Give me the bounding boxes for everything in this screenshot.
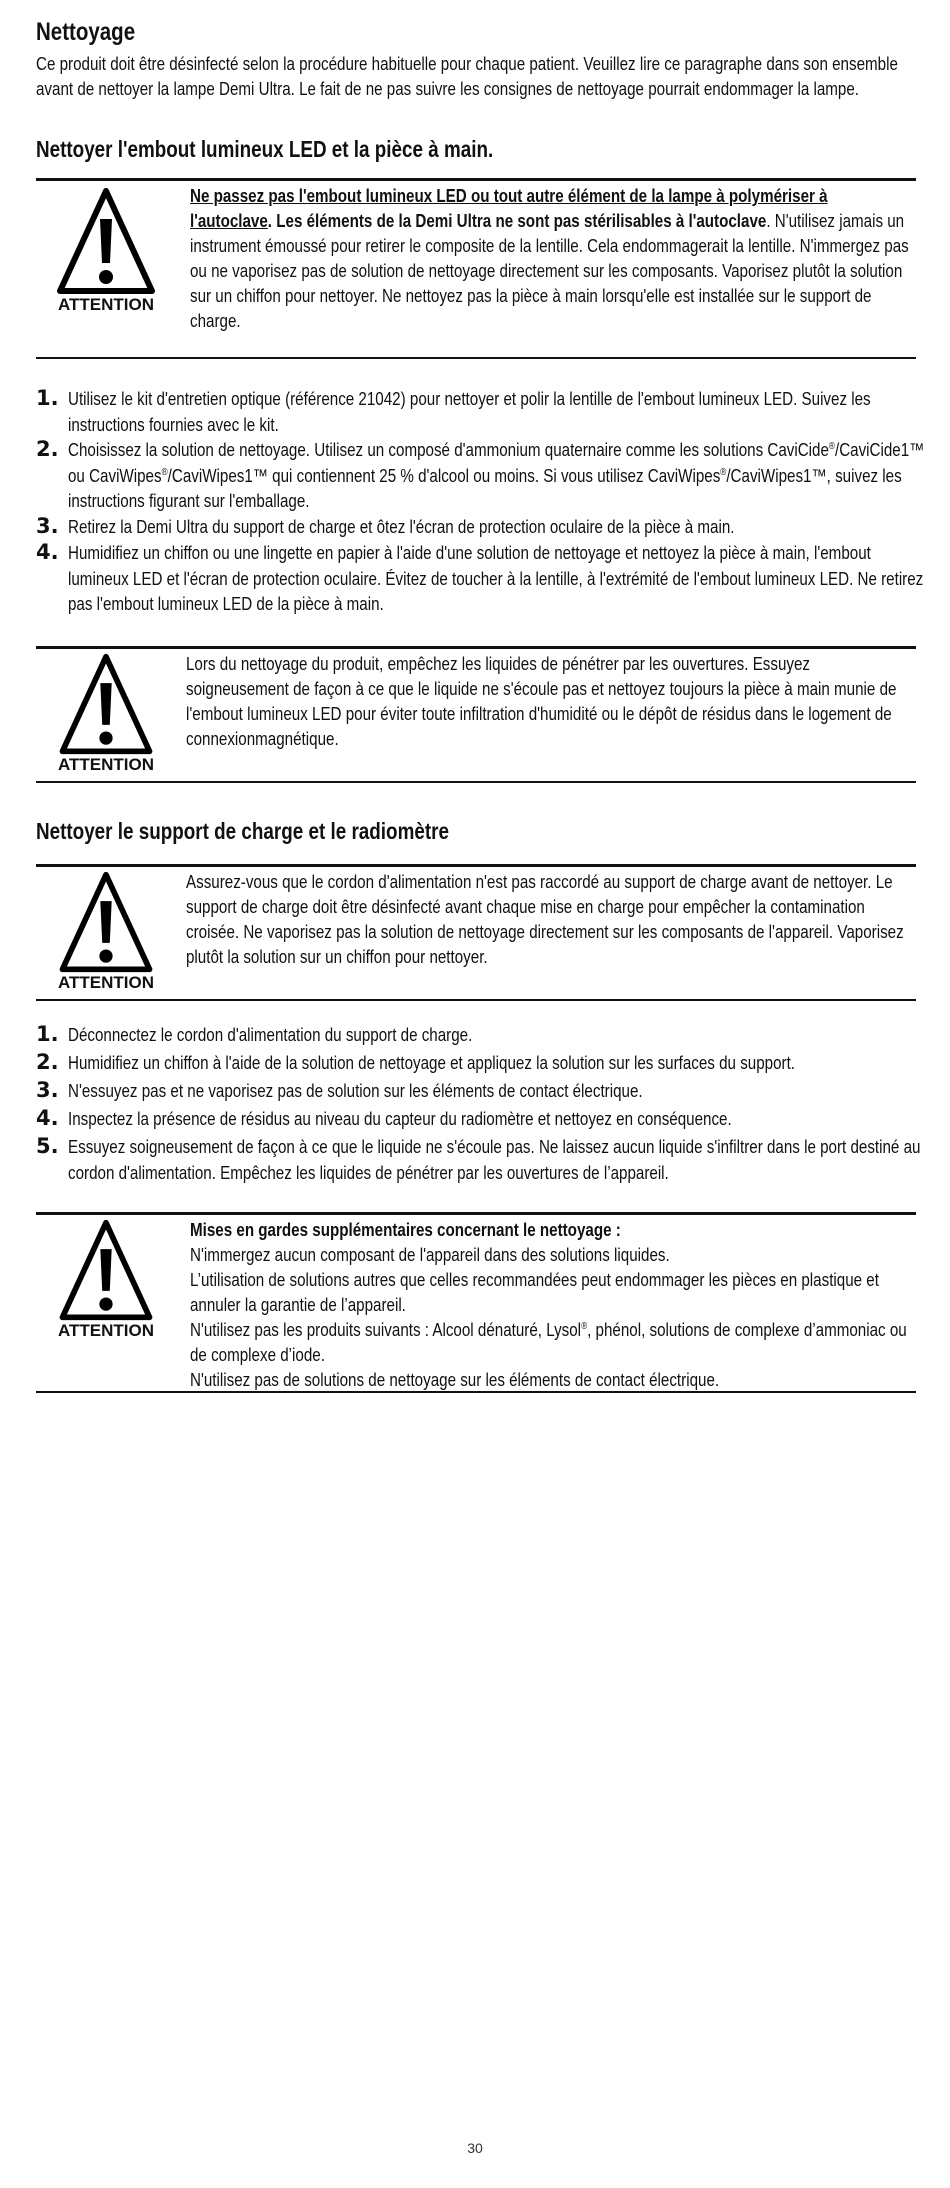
steps-list: [36, 386, 926, 617]
attention-icon-group: [54, 1217, 158, 1341]
warning-box: [36, 864, 916, 1001]
warning-text: Assurez-vous que le cordon d'alimentation n'est pas raccordé au support de charge avant de nettoyer. Le support de charge doit être désinfecté avant chaque mise en charge pour empêcher la contamination croisée. Ne vaporisez pas la solution de nettoyage directement sur les composants de l'appareil. Vaporisez plutôt la solution sur un chiffon pour nettoyer.: [186, 871, 904, 967]
list-item: 2. Humidifiez un chiffon à l'aide de la solution de nettoyage et appliquez la solution sur les surfaces du support.: [36, 1050, 796, 1074]
warning-triangle-icon: [54, 185, 158, 297]
list-item: 4. Humidifiez un chiffon ou une lingette en papier à l'aide d'une solution de nettoyage et nettoyez la pièce à main, l'embout lumineux LED et l'écran de protection oculaire. Évitez de toucher à la lentille, à l'extrémité de l'embout lumineux LED. Ne retirez pas l'embout lumineux LED de la pièce à main.: [36, 540, 924, 614]
steps-list: [36, 1022, 926, 1186]
warning-box: [36, 1212, 916, 1393]
attention-icon-group: [54, 869, 158, 993]
list-item: 2. Choisissez la solution de nettoyage. Utilisez un composé d'ammonium quaternaire comme les solutions CaviCide®/CaviCide1™ ou CaviWipes®/CaviWipes1™ qui contiennent 25 % d'alcool ou moins. Si vous utilisez CaviWipes®/CaviWipes1™, suivez les instructions figurant sur l'emballage.: [36, 437, 925, 511]
section-heading: Nettoyer le support de charge et le radiomètre: [36, 818, 449, 844]
warning-text: Ne passez pas l'embout lumineux LED ou tout autre élément de la lampe à polymériser à l'autoclave. Les éléments de la Demi Ultra ne sont pas stérilisables à l'autoclave. N'utilisez jamais un instrument émoussé pour retirer le composite de la lentille. Cela endommagerait la lentille. N'immergez pas ou ne vaporisez pas de solution de nettoyage directement sur les composants. Vaporisez plutôt la solution sur un chiffon pour nettoyer. Ne nettoyez pas la pièce à main lorsqu'elle est installée sur le support de charge.: [190, 185, 909, 331]
list-item: 1. Déconnectez le cordon d'alimentation du support de charge.: [36, 1022, 473, 1046]
page-number: 30: [467, 2140, 483, 2156]
intro-block: [36, 18, 916, 101]
attention-icon-group: [54, 185, 158, 315]
attention-icon-group: [54, 651, 158, 775]
list-item: 3. N'essuyez pas et ne vaporisez pas de solution sur les éléments de contact électrique.: [36, 1078, 643, 1102]
warning-heading: Mises en gardes supplémentaires concernant le nettoyage :: [190, 1219, 621, 1240]
warning-triangle-icon: [54, 651, 158, 757]
page-title: Nettoyage: [36, 18, 136, 46]
attention-label: ATTENTION: [57, 1321, 154, 1340]
section1-heading-wrap: [36, 136, 916, 163]
section2-heading-wrap: [36, 818, 916, 845]
warning-box: [36, 178, 916, 359]
list-item: 5. Essuyez soigneusement de façon à ce que le liquide ne s'écoule pas. Ne laissez aucun liquide s'infiltrer dans le port destiné au cordon d'alimentation. Empêchez les liquides de pénétrer par les ouvertures de l’appareil.: [36, 1134, 921, 1183]
warning-box: [36, 646, 916, 783]
attention-label: ATTENTION: [57, 295, 154, 314]
warning-text: Mises en gardes supplémentaires concernant le nettoyage : N'immergez aucun composant de l'appareil dans des solutions liquides. L’utilisation de solutions autres que celles recommandées peut endommager les pièces en plastique et annuler la garantie de l’appareil. N'utilisez pas les produits suivants : Alcool dénaturé, Lysol®, phénol, solutions de complexe d’ammoniac ou de complexe d’iode. N'utilisez pas de solutions de nettoyage sur les éléments de contact électrique.: [190, 1217, 912, 1392]
attention-label: ATTENTION: [57, 973, 154, 992]
warning-triangle-icon: [54, 1217, 158, 1323]
list-item: 3. Retirez la Demi Ultra du support de charge et ôtez l'écran de protection oculaire de la pièce à main.: [36, 514, 735, 538]
list-item: 4. Inspectez la présence de résidus au niveau du capteur du radiomètre et nettoyez en conséquence.: [36, 1106, 732, 1130]
intro-paragraph: Ce produit doit être désinfecté selon la procédure habituelle pour chaque patient. Veuillez lire ce paragraphe dans son ensemble avant de nettoyer la lampe Demi Ultra. Le fait de ne pas suivre les consignes de nettoyage pourrait endommager la lampe.: [36, 53, 898, 99]
section-heading: Nettoyer l'embout lumineux LED et la pièce à main.: [36, 136, 494, 162]
warning-triangle-icon: [54, 869, 158, 975]
list-item: 1. Utilisez le kit d'entretien optique (référence 21042) pour nettoyer et polir la lentille de l'embout lumineux LED. Suivez les instructions fournies avec le kit.: [36, 386, 871, 435]
attention-label: ATTENTION: [57, 755, 154, 774]
warning-text: Lors du nettoyage du produit, empêchez les liquides de pénétrer par les ouvertures. Essuyez soigneusement de façon à ce que le liquide ne s'écoule pas et nettoyez toujours la pièce à main munie de l'embout lumineux LED pour éviter toute infiltration d'humidité ou le dépôt de résidus dans le logement de connexionmagnétique.: [186, 653, 897, 749]
